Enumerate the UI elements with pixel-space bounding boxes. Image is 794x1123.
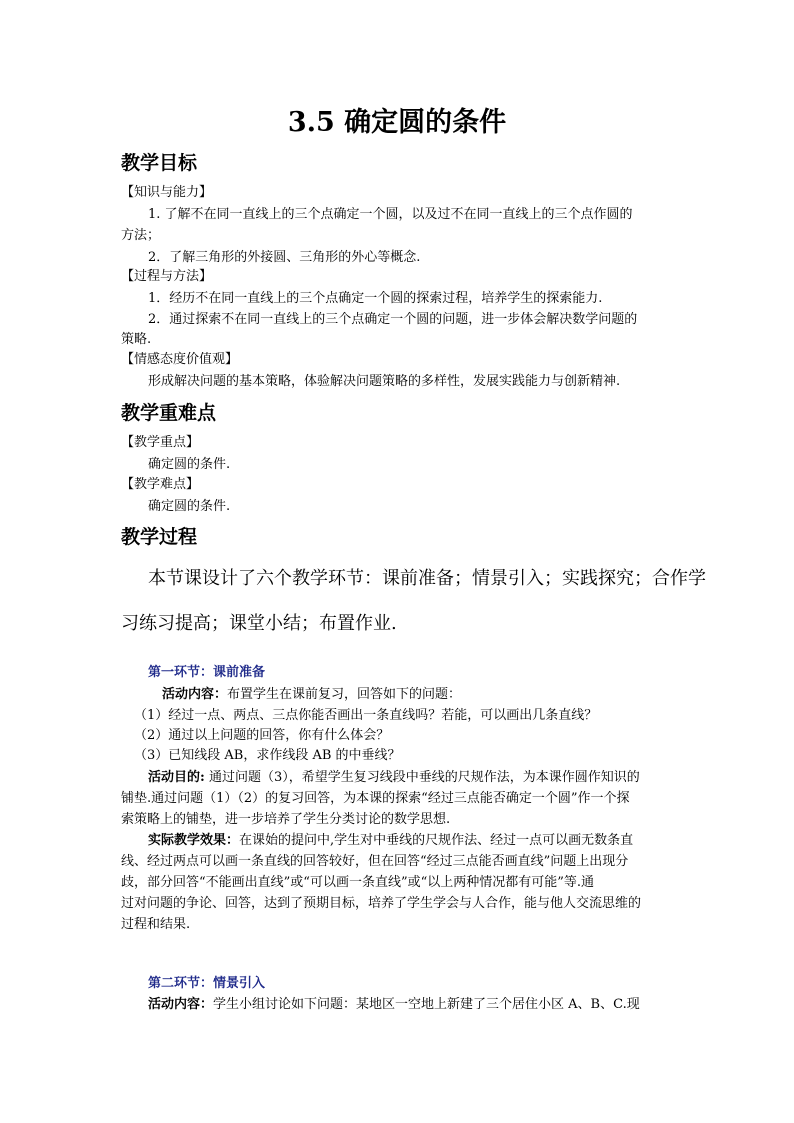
step1-question2: （2）通过以上问题的回答，你有什么体会？ bbox=[134, 728, 390, 743]
step1-effect-label: 实际教学效果： bbox=[148, 833, 240, 848]
difficulty-label: 【教学难点】 bbox=[121, 477, 200, 492]
step1-content-text: 布置学生在课前复习，回答如下的问题： bbox=[227, 687, 462, 702]
step1-content bbox=[162, 683, 461, 702]
step1-effect-line1: 实际教学效果：在课始的提问中,学生对中垂线的尺规作法、经过一点可以画无数条直 bbox=[148, 833, 634, 848]
process-intro-line2: 习练习提高；课堂小结；布置作业. bbox=[121, 613, 397, 634]
process-heading: 教学过程 bbox=[121, 526, 198, 548]
attitude-line1: 形成解决问题的基本策略，体验解决问题策略的多样性，发展实践能力与创新精神. bbox=[148, 374, 621, 389]
attitude-label: 【情感态度价值观】 bbox=[121, 352, 239, 367]
step1-purpose-label: 活动目的: bbox=[148, 770, 205, 785]
step1-effect-line2: 线、经过两点可以画一条直线的回答较好，但在回答“经过三点能否画直线”问题上出现分 bbox=[121, 854, 629, 869]
step1-effect-line5: 过程和结果. bbox=[121, 917, 191, 932]
knowledge-line1: 1. 了解不在同一直线上的三个点确定一个圆，以及过不在同一直线上的三个点作圆的 bbox=[148, 207, 633, 222]
step1-title: 第一环节：课前准备 bbox=[148, 665, 266, 680]
process-line2b: 策略. bbox=[121, 332, 152, 347]
step2-content bbox=[148, 993, 640, 1012]
process-label: 【过程与方法】 bbox=[121, 269, 213, 284]
process-line2: 2．通过探索不在同一直线上的三个点确定一个圆的问题，进一步体会解决数学问题的 bbox=[148, 312, 638, 327]
goals-heading: 教学目标 bbox=[121, 152, 198, 174]
step1-purpose-line1: 活动目的: 通过问题（3），希望学生复习线段中垂线的尺规作法，为本课作圆作知识的 bbox=[148, 770, 640, 785]
process-intro-line1: 本节课设计了六个教学环节：课前准备；情景引入；实践探究；合作学 bbox=[148, 568, 706, 589]
step1-content-label: 活动内容： bbox=[162, 687, 228, 702]
key-label: 【教学重点】 bbox=[121, 435, 200, 450]
difficulty-text: 确定圆的条件. bbox=[148, 499, 231, 514]
knowledge-line1b: 方法； bbox=[121, 228, 161, 243]
step2-content-text: 学生小组讨论如下问题：某地区一空地上新建了三个居住小区 A、B、C.现 bbox=[213, 997, 640, 1012]
step1-effect-line4: 过对问题的争论、回答，达到了预期目标，培养了学生学会与人合作，能与他人交流思维的 bbox=[121, 896, 642, 911]
process-line1: 1．经历不在同一直线上的三个点确定一个圆的探索过程，培养学生的探索能力. bbox=[148, 291, 603, 306]
keypoints-heading: 教学重难点 bbox=[121, 402, 217, 424]
step1-purpose-line2: 铺垫.通过问题（1）（2）的复习回答，为本课的探索“经过三点能否确定一个圆”作一个探 bbox=[121, 791, 630, 806]
step1-effect-line3: 歧，部分回答“不能画出直线”或“可以画一条直线”或“以上两种情况都有可能”等.通 bbox=[121, 875, 595, 890]
page-title: 3.5 确定圆的条件 bbox=[287, 107, 507, 138]
step1-question1: （1）经过一点、两点、三点你能否画出一条直线吗？若能，可以画出几条直线？ bbox=[134, 708, 598, 723]
step2-content-label: 活动内容： bbox=[148, 997, 214, 1012]
step2-title: 第二环节：情景引入 bbox=[148, 976, 266, 991]
knowledge-label: 【知识与能力】 bbox=[121, 185, 213, 200]
step1-purpose-line3: 索策略上的铺垫，进一步培养了学生分类讨论的数学思想. bbox=[121, 812, 451, 827]
key-text: 确定圆的条件. bbox=[148, 457, 231, 472]
knowledge-line2: 2．了解三角形的外接圆、三角形的外心等概念. bbox=[148, 250, 421, 265]
step1-question3: （3）已知线段 AB，求作线段 AB 的中垂线？ bbox=[134, 748, 401, 763]
